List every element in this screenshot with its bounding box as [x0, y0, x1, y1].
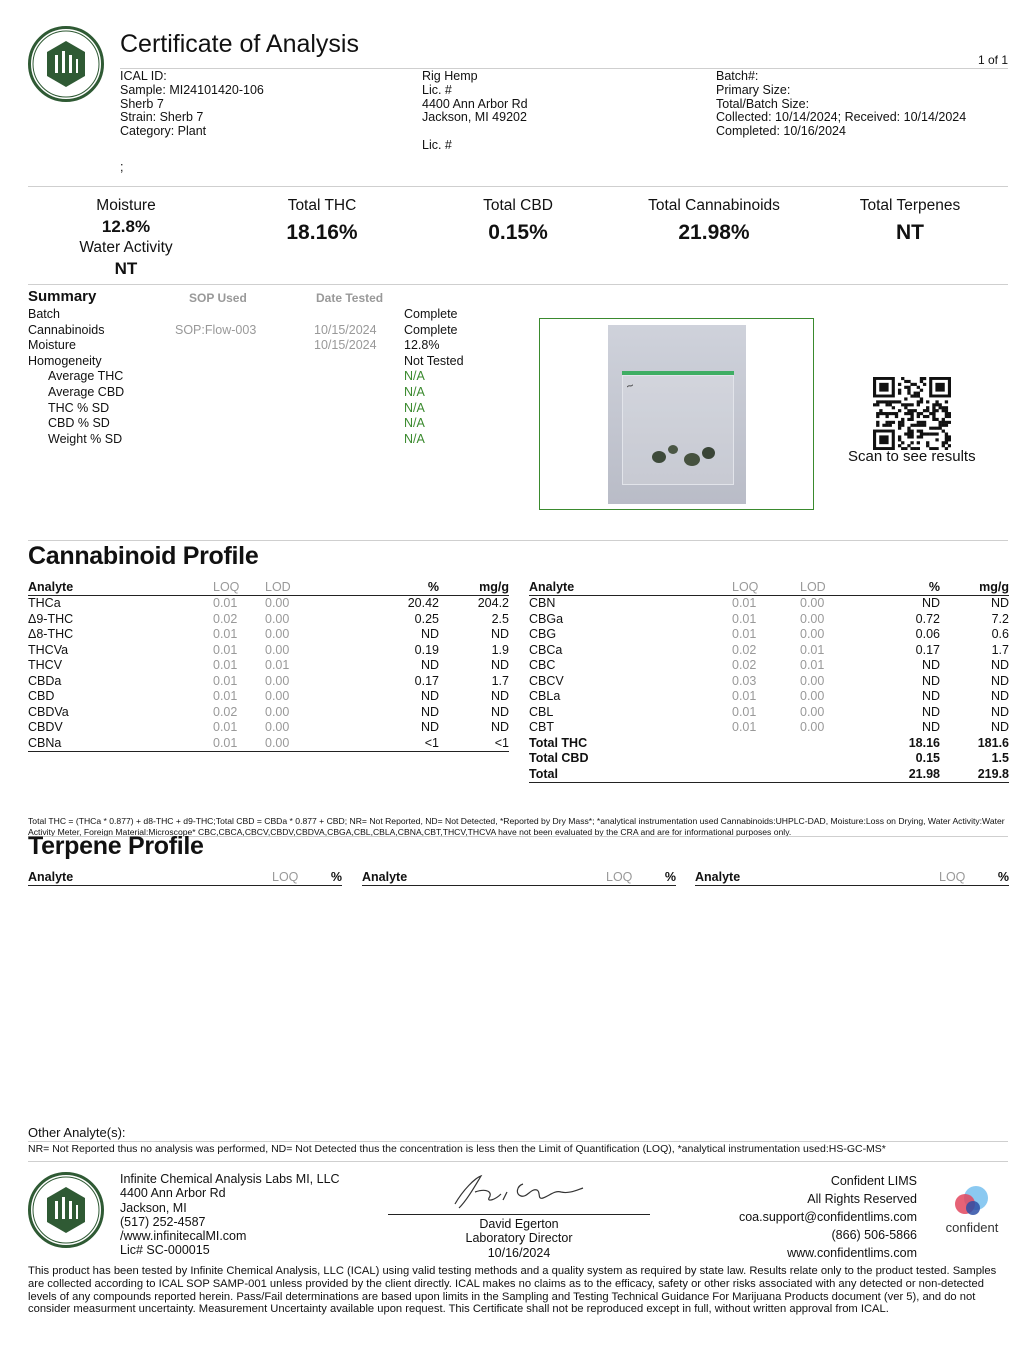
cell-lod: 0.01: [800, 658, 825, 672]
cell-lod: [800, 767, 886, 783]
batch-info: [716, 70, 966, 139]
summary-row-result: Complete: [404, 322, 458, 337]
table-row: [529, 612, 1009, 628]
cell-analyte: CBG: [529, 627, 557, 641]
col-percent: %: [886, 580, 940, 596]
cannabinoid-table-right: [529, 580, 1009, 783]
cannabinoid-footnote: Total THC = (THCa * 0.877) + d8-THC + d9-THC;Total CBD = CBDa * 0.877 + CBD; NR= Not Reported, ND= Not Detected, *Reported by Dry Mass*; *analytical instrumentation used Cannabinoids:UHPLC-DAD, Moisture:Loss on Drying, Water Activity:Water Activity Meter, Foreign Material:Microscope* CBC,CBCA,CBCV,CBDV,CBDVA,CBGA,CBL,CBLA,CBNA,CBT,THCV,THCVA have not been evaluated by the CRA and are for informational purposes only.: [28, 816, 1005, 837]
cell-lod: [800, 736, 886, 752]
cell-analyte: Δ8-THC: [28, 627, 74, 641]
cell-mgg: ND: [490, 720, 509, 734]
cell-lod: 0.00: [800, 596, 825, 610]
cell-loq: 0.02: [732, 642, 757, 657]
cell-percent: ND: [921, 720, 940, 734]
stat-value: 12.8%: [101, 217, 151, 236]
cell-mgg: 0.6: [991, 627, 1009, 641]
cell-mgg: ND: [490, 658, 509, 672]
lab-address: [120, 1172, 340, 1258]
signer-date: 10/16/2024: [487, 1245, 551, 1260]
batch-info-line: Primary Size:: [716, 82, 791, 97]
cell-analyte: CBDV: [28, 720, 63, 734]
cell-loq: 0.01: [732, 704, 757, 719]
stat-label: Total THC: [287, 197, 357, 214]
summary-row-label: THC % SD: [48, 400, 110, 415]
col-loq: LOQ: [939, 870, 966, 884]
summary-row-result: N/A: [404, 431, 425, 446]
col-loq: LOQ: [606, 870, 633, 884]
table-row: [529, 643, 1009, 659]
cell-mgg: 7.2: [991, 611, 1009, 626]
col-mgg: mg/g: [439, 580, 509, 596]
stat-value: 0.15%: [488, 221, 548, 244]
cell-mgg: ND: [490, 627, 509, 641]
batch-info-line: Total/Batch Size:: [716, 96, 810, 111]
col-analyte: Analyte: [695, 870, 741, 884]
batch-info-line: Batch#:: [716, 69, 759, 83]
disclaimer: This product has been tested by Infinite Chemical Analysis, LLC (ICAL) using valid testing methods and a quality system as required by state law. Results relate only to the product tested. Samples are collected according to ICAL SOP SAMP-001 unless provided by the client directly. ICAL makes no claims as to the efficacy, safety or other risks associated with any detected or non-detected levels of any compounds reported herein. Pass/Fail determinations are based upon limits in the Sampling and Testing Technical Guidance For Marijuana Products document (ver 5), and do not consider measurment uncertainty. Measurement Uncertainty available upon request. This Certificate shall not be reproduced except in full, without written approval from ICAL.: [28, 1265, 997, 1316]
cell-loq: [732, 751, 800, 767]
summary-row-label: Average THC: [48, 369, 124, 384]
col-loq: LOQ: [272, 870, 299, 884]
lims-line: Confident LIMS: [830, 1174, 917, 1188]
cell-percent: ND: [921, 596, 940, 610]
lims-phone: (866) 506-5866: [831, 1228, 917, 1242]
cell-analyte: CBGa: [529, 611, 564, 626]
summary-row-result: N/A: [404, 416, 425, 431]
stat-label: Water Activity: [79, 239, 173, 256]
cell-mgg: 1.5: [991, 751, 1009, 765]
cell-percent: 0.25: [414, 611, 439, 626]
client-info-line: Rig Hemp: [422, 69, 478, 83]
stat-label: Moisture: [96, 197, 156, 214]
stat-total-cbd: [418, 197, 618, 245]
summary-row-result: N/A: [404, 369, 425, 384]
cell-loq: 0.01: [213, 689, 238, 703]
col-lod: LOD: [265, 580, 353, 596]
cell-lod: 0.01: [800, 642, 825, 657]
table-row: [529, 596, 1009, 612]
table-row: [529, 736, 1009, 752]
cell-mgg: 219.8: [940, 767, 1009, 783]
stat-total-thc: [222, 197, 422, 245]
qr-caption: Scan to see results: [848, 448, 976, 465]
sample-info-line: Category: Plant: [120, 124, 207, 139]
table-row: [529, 658, 1009, 674]
summary-row-label: Batch: [28, 307, 60, 321]
cell-analyte: Total: [529, 767, 732, 783]
table-row: [28, 596, 509, 612]
table-row: [28, 705, 509, 721]
client-info-line: 4400 Ann Arbor Rd: [422, 96, 528, 111]
terpene-profile-title: Terpene Profile: [28, 832, 204, 860]
cell-mgg: ND: [490, 689, 509, 703]
col-analyte: Analyte: [28, 870, 74, 884]
lab-address-line: (517) 252-4587: [120, 1214, 206, 1229]
cell-percent: ND: [420, 720, 439, 734]
stat-value: NT: [896, 221, 924, 244]
cell-loq: 0.01: [213, 720, 238, 734]
summary-row-label: Cannabinoids: [28, 322, 105, 337]
cell-lod: 0.00: [800, 720, 825, 734]
stat-label: Total Cannabinoids: [648, 197, 780, 214]
cell-percent: 18.16: [908, 735, 940, 750]
cell-analyte: Total THC: [529, 735, 588, 750]
table-row: [28, 643, 509, 659]
stat-label: Total Terpenes: [859, 197, 961, 214]
cell-loq: 0.02: [213, 611, 238, 626]
summary-row-label: Moisture: [28, 338, 76, 353]
stat-total-cannabinoids: [614, 197, 814, 245]
lab-address-line: Jackson, MI: [120, 1200, 187, 1215]
cell-analyte: CBDa: [28, 673, 62, 688]
cell-mgg: ND: [990, 596, 1009, 610]
summary-row-date: 10/15/2024: [314, 338, 377, 353]
cell-percent: ND: [921, 658, 940, 672]
table-row: [529, 674, 1009, 690]
col-percent: %: [997, 870, 1009, 884]
cell-loq: 0.01: [213, 596, 238, 610]
cell-percent: 0.15: [915, 751, 940, 765]
table-row: [28, 720, 509, 736]
cell-lod: 0.00: [265, 596, 290, 610]
cell-percent: ND: [921, 704, 940, 719]
col-percent: %: [330, 870, 342, 884]
cell-analyte: CBNa: [28, 736, 213, 752]
lab-address-line: Infinite Chemical Analysis Labs MI, LLC: [120, 1172, 340, 1186]
cell-lod: [800, 751, 886, 767]
cell-percent: ND: [420, 689, 439, 703]
stat-label: Total CBD: [483, 197, 553, 214]
signer-name: David Egerton: [479, 1217, 559, 1231]
page-title: Certificate of Analysis: [120, 30, 359, 58]
summary-row-label: Homogeneity: [28, 353, 102, 368]
table-row: [529, 689, 1009, 705]
cell-lod: 0.00: [265, 689, 290, 703]
cell-loq: 0.02: [732, 658, 757, 672]
cell-lod: 0.00: [265, 611, 290, 626]
summary-row-label: Weight % SD: [48, 431, 123, 446]
lab-license: Lic# SC-000015: [120, 1243, 210, 1258]
cell-analyte: CBC: [529, 658, 556, 672]
cell-mgg: 1.9: [491, 642, 509, 657]
summary-row-sop: SOP:Flow-003: [175, 322, 257, 337]
summary-row-result: N/A: [404, 385, 425, 399]
lims-website[interactable]: www.confidentlims.com: [787, 1246, 917, 1260]
sample-info-line: ICAL ID:: [120, 69, 167, 83]
cell-analyte: CBD: [28, 689, 55, 703]
cell-percent: <1: [353, 736, 439, 752]
table-row: [529, 751, 1009, 767]
cannabinoid-table-left: [28, 580, 509, 752]
cell-lod: 0.00: [265, 704, 290, 719]
lims-email[interactable]: coa.support@confidentlims.com: [738, 1210, 917, 1224]
summary-row-label: CBD % SD: [48, 416, 110, 431]
lims-line: All Rights Reserved: [807, 1192, 917, 1206]
stat-value: NT: [114, 259, 138, 278]
col-analyte: Analyte: [362, 870, 408, 884]
cell-percent: 0.17: [414, 673, 439, 688]
col-analyte: Analyte: [529, 580, 732, 596]
cell-mgg: 1.7: [991, 642, 1009, 657]
terpene-header-3: [695, 870, 1009, 886]
cannabinoid-profile-title: Cannabinoid Profile: [28, 542, 259, 570]
cell-loq: 0.01: [732, 611, 757, 626]
cell-mgg: 1.7: [491, 673, 509, 688]
batch-info-line: Completed: 10/16/2024: [716, 124, 846, 139]
other-analytes-note: NR= Not Reported thus no analysis was performed, ND= Not Detected thus the concentration is less then the Limit of Quantification (LOQ), *analytical instrumentation used:HS-GC-MS*: [28, 1143, 886, 1155]
sample-info: [120, 70, 264, 139]
cell-mgg: 181.6: [977, 735, 1009, 750]
cell-loq: 0.01: [213, 627, 238, 641]
cell-lod: 0.00: [800, 689, 825, 703]
cell-analyte: THCV: [28, 658, 63, 672]
cell-loq: 0.01: [732, 627, 757, 641]
cell-lod: 0.00: [800, 673, 825, 688]
cell-loq: [732, 767, 800, 783]
cell-analyte: CBCa: [529, 642, 563, 657]
col-percent: %: [664, 870, 676, 884]
lims-info: [739, 1172, 917, 1262]
table-row: [28, 674, 509, 690]
signer-title: Laboratory Director: [465, 1231, 573, 1246]
cell-lod: 0.00: [265, 642, 290, 657]
terpene-header-1: [28, 870, 342, 886]
signer-block: [388, 1217, 650, 1260]
lab-logo-footer: [28, 1172, 104, 1248]
cell-mgg: 2.5: [491, 611, 509, 626]
summary-row-label: Average CBD: [48, 385, 125, 399]
cell-mgg: ND: [990, 658, 1009, 672]
col-mgg: mg/g: [940, 580, 1009, 596]
cell-mgg: ND: [990, 720, 1009, 734]
cell-analyte: Δ9-THC: [28, 611, 74, 626]
cell-mgg: ND: [990, 689, 1009, 703]
terpene-header-2: [362, 870, 676, 886]
sample-info-extra: ;: [120, 160, 124, 174]
cell-loq: 0.01: [213, 673, 238, 688]
stat-value: 18.16%: [286, 221, 358, 244]
cell-analyte: CBCV: [529, 673, 564, 688]
summary-row-result: 12.8%: [404, 338, 440, 353]
sample-info-line: Sherb 7: [120, 96, 164, 111]
sample-photo-frame: [539, 318, 814, 510]
cell-analyte: THCa: [28, 596, 61, 610]
client-info-line: Jackson, MI 49202: [422, 110, 527, 125]
cell-percent: ND: [921, 673, 940, 688]
cell-percent: 21.98: [886, 767, 940, 783]
other-analytes-title: Other Analyte(s):: [28, 1125, 126, 1140]
sample-info-line: Sample: MI24101420-106: [120, 82, 264, 97]
cell-percent: 0.06: [915, 627, 940, 641]
cell-percent: 0.72: [915, 611, 940, 626]
cell-analyte: CBT: [529, 720, 554, 734]
cell-analyte: CBN: [529, 596, 556, 610]
page-number: 1 of 1: [977, 53, 1008, 67]
cell-percent: ND: [420, 658, 439, 672]
lab-website[interactable]: /www.infinitecalMI.com: [120, 1229, 247, 1244]
cell-loq: 0.01: [732, 720, 757, 734]
table-row: [28, 658, 509, 674]
lab-address-line: 4400 Ann Arbor Rd: [120, 1186, 226, 1201]
cell-loq: 0.01: [732, 596, 757, 610]
cell-percent: ND: [921, 689, 940, 703]
stat-total-terpenes: [810, 197, 1010, 245]
cell-percent: ND: [420, 627, 439, 641]
table-row: [529, 627, 1009, 643]
batch-info-line: Collected: 10/14/2024; Received: 10/14/2024: [716, 110, 967, 125]
cell-lod: 0.00: [265, 627, 290, 641]
table-row: [529, 767, 1009, 783]
cell-mgg: ND: [990, 704, 1009, 719]
cell-analyte: THCVa: [28, 642, 69, 657]
cell-analyte: Total CBD: [529, 751, 589, 765]
client-lic: Lic. #: [422, 138, 452, 152]
confident-wordmark: confident: [945, 1220, 999, 1235]
cell-loq: 0.01: [213, 658, 238, 672]
client-info: [422, 70, 528, 125]
cell-analyte: CBL: [529, 704, 554, 719]
col-loq: LOQ: [213, 580, 265, 596]
lab-logo: [28, 26, 104, 102]
cell-lod: 0.01: [265, 658, 290, 672]
cell-percent: 0.17: [915, 642, 940, 657]
summary-sop-header: SOP Used: [189, 291, 247, 305]
summary-title: Summary: [28, 288, 97, 305]
sample-info-line: Strain: Sherb 7: [120, 110, 204, 125]
cell-mgg: ND: [490, 704, 509, 719]
table-row: [28, 612, 509, 628]
col-loq: LOQ: [732, 580, 800, 596]
table-row: [529, 705, 1009, 721]
table-row: [529, 720, 1009, 736]
col-lod: LOD: [800, 580, 886, 596]
summary-row-result: N/A: [404, 400, 425, 415]
sample-photo: ~: [608, 325, 746, 504]
table-row: [28, 736, 509, 752]
client-info-line: Lic. #: [422, 82, 452, 97]
cell-analyte: CBLa: [529, 689, 561, 703]
summary-row-result: Complete: [404, 307, 458, 321]
cell-loq: [732, 736, 800, 752]
stat-value: 21.98%: [678, 221, 750, 244]
cell-loq: 0.03: [732, 673, 757, 688]
qr-code[interactable]: [873, 377, 951, 450]
summary-date-header: Date Tested: [316, 291, 384, 305]
table-row: [28, 689, 509, 705]
cell-lod: 0.00: [265, 673, 290, 688]
col-analyte: Analyte: [28, 580, 213, 596]
summary-row-date: 10/15/2024: [314, 322, 377, 337]
cell-mgg: ND: [990, 673, 1009, 688]
cell-mgg: 204.2: [477, 596, 509, 610]
confident-logo: [940, 1184, 1004, 1236]
cell-percent: 0.19: [414, 642, 439, 657]
cell-lod: 0.00: [265, 736, 353, 752]
cell-mgg: <1: [439, 736, 509, 752]
cell-lod: 0.00: [265, 720, 290, 734]
cell-percent: ND: [420, 704, 439, 719]
table-row: [28, 627, 509, 643]
signature: [445, 1170, 590, 1215]
cell-analyte: CBDVa: [28, 704, 69, 719]
summary-row-result: Not Tested: [404, 353, 464, 368]
cell-loq: 0.01: [213, 736, 265, 752]
cell-lod: 0.00: [800, 611, 825, 626]
col-percent: %: [353, 580, 439, 596]
stat-moisture: [26, 197, 226, 279]
cell-lod: 0.00: [800, 704, 825, 719]
cell-percent: 20.42: [407, 596, 439, 610]
cell-loq: 0.02: [213, 704, 238, 719]
cell-loq: 0.01: [732, 689, 757, 703]
cell-lod: 0.00: [800, 627, 825, 641]
cell-loq: 0.01: [213, 642, 238, 657]
